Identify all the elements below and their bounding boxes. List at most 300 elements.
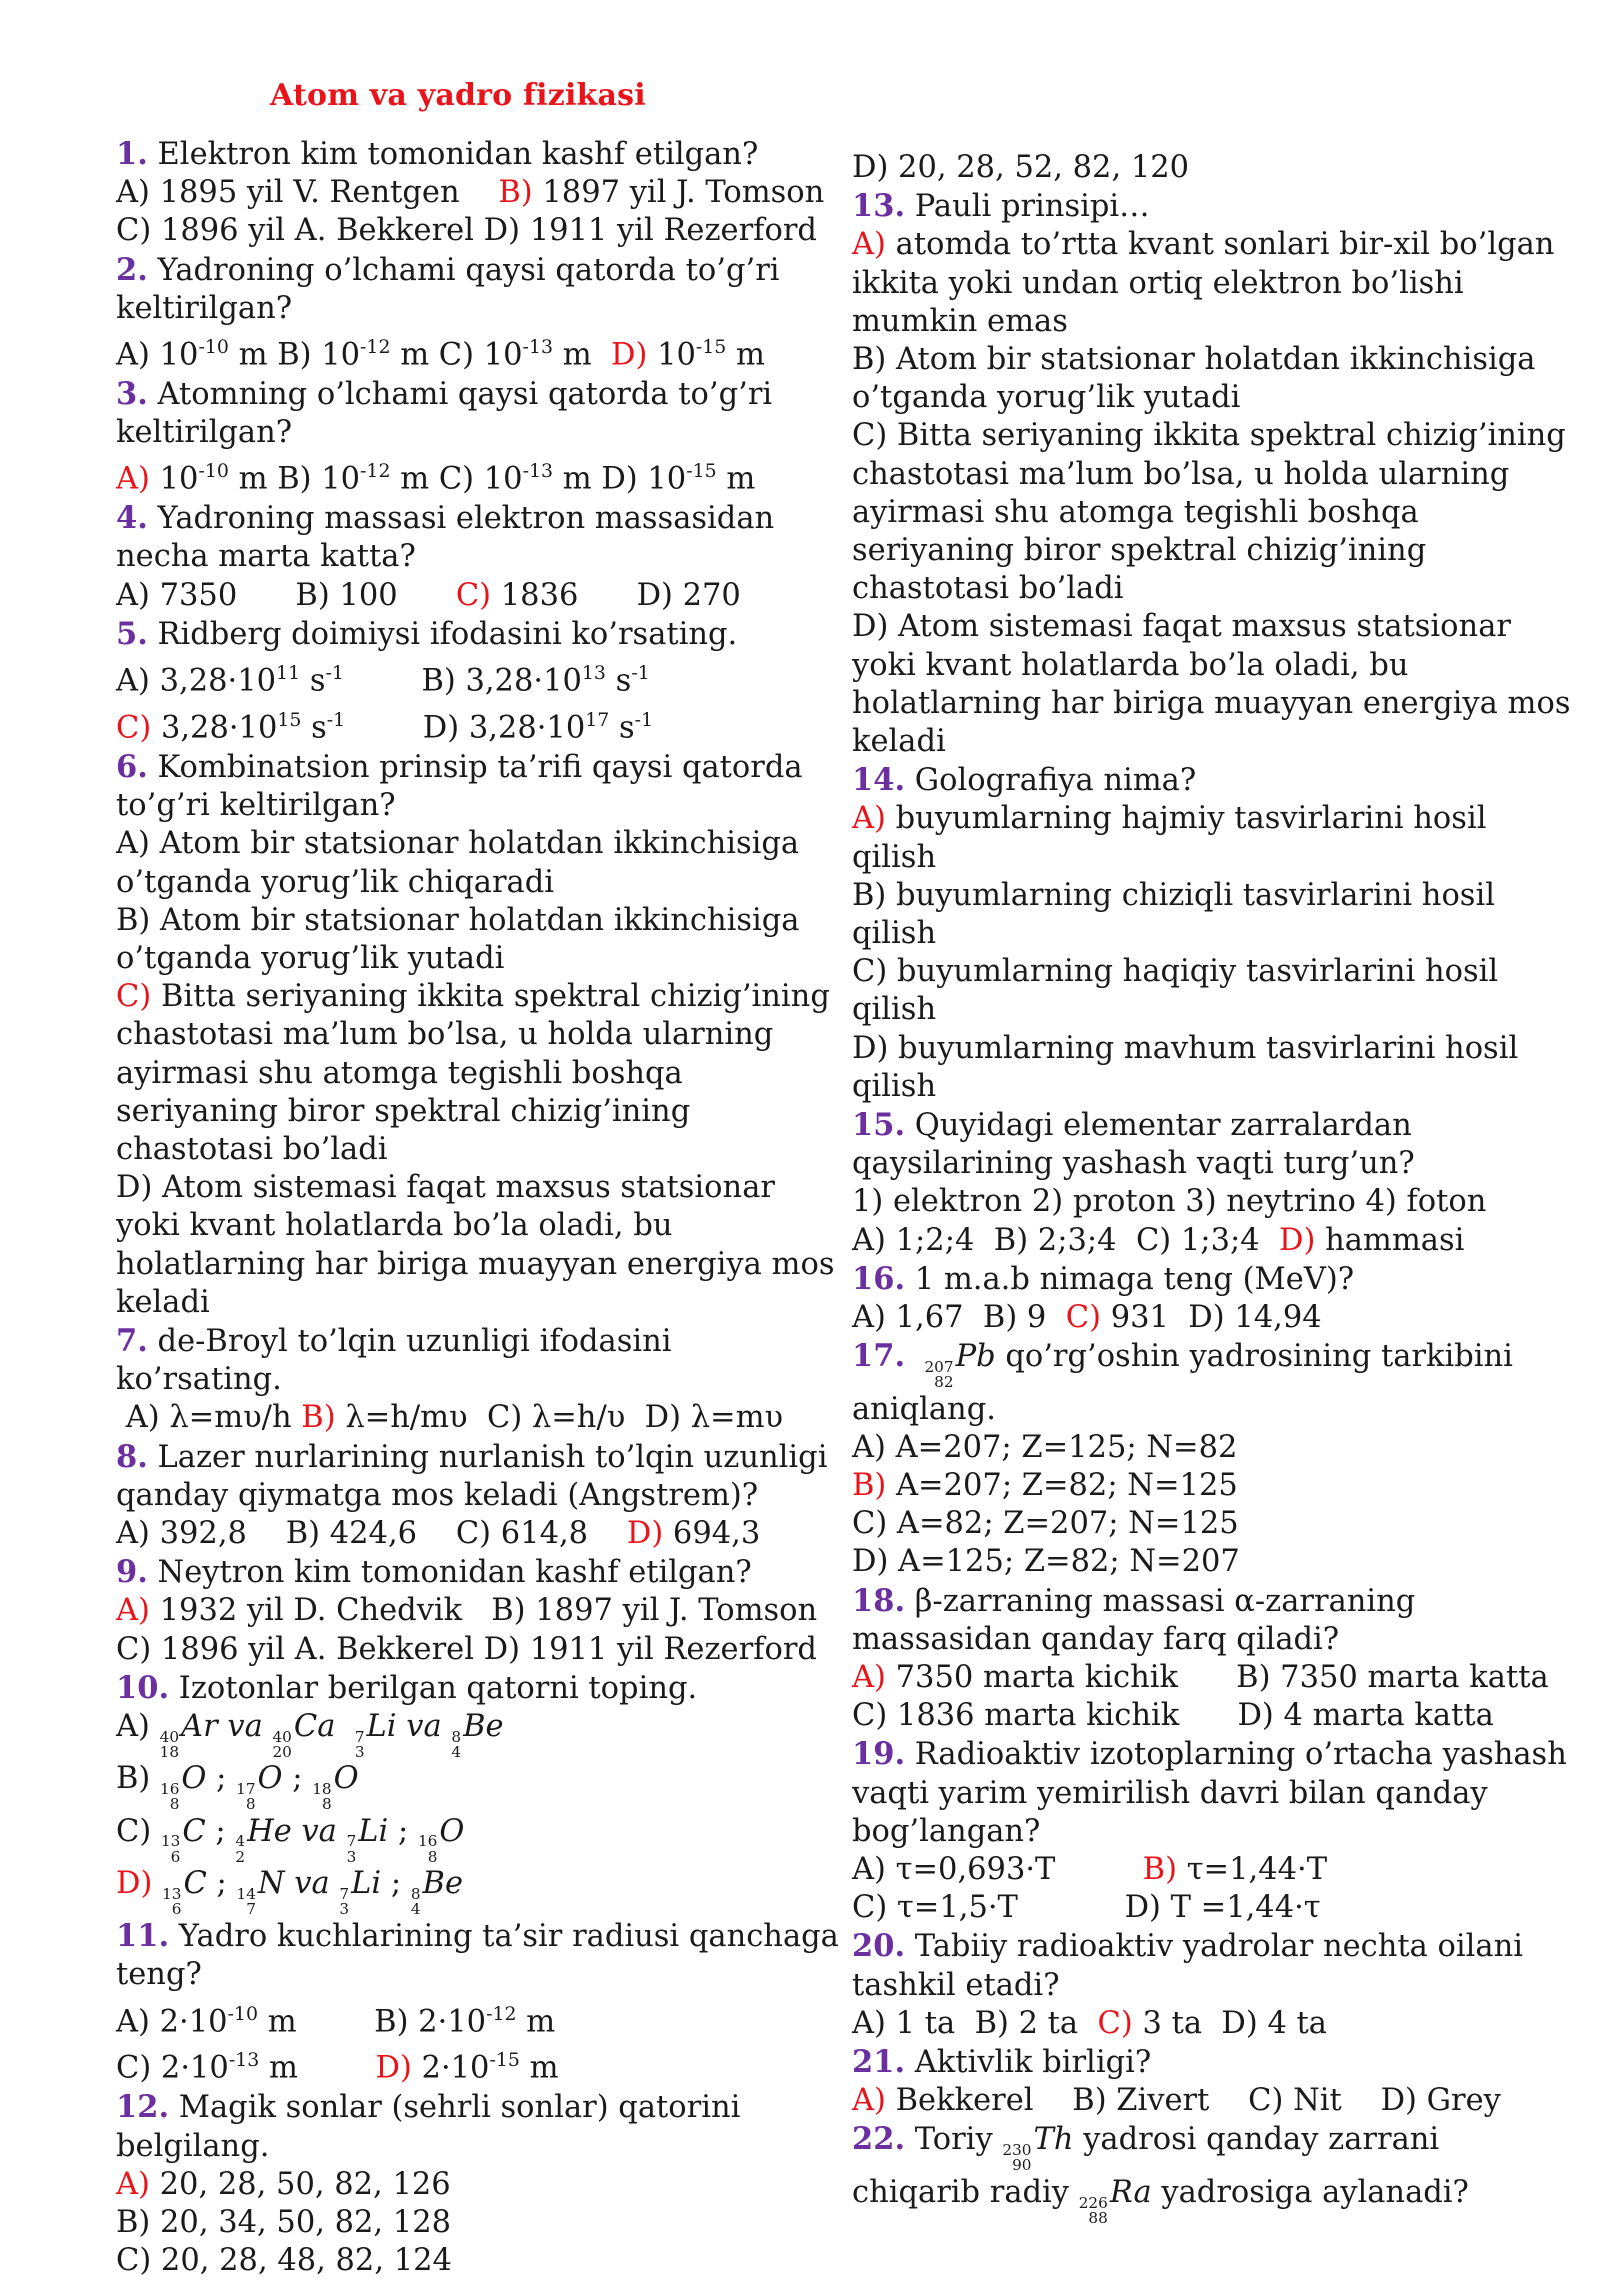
question-22	[852, 2120, 1512, 2173]
question-text: Radioaktiv izotoplarning o’rtacha yashash	[914, 1737, 1567, 1773]
option-d: D) 1911 yil Rezerford	[483, 213, 817, 249]
nuclide-indices	[235, 1834, 245, 1865]
exponent: -10	[198, 336, 229, 359]
atomic-number: 2	[235, 1847, 246, 1866]
question-text-cont: keltirilgan?	[116, 290, 293, 326]
question-text: yadrosiga aylanadi?	[1161, 2174, 1469, 2210]
nuclide-indices	[924, 1360, 953, 1391]
question-4	[116, 499, 776, 538]
question-text: Yadroning o’lchami qaysi qatorda to’g’ri	[157, 252, 780, 288]
mass-number: 18	[312, 1780, 332, 1799]
option-a-cont: ikkita yoki undan ortiq elektron bo’lishi	[852, 265, 1464, 301]
atomic-number: 8	[245, 1795, 256, 1814]
option-b: m B) 10	[238, 337, 361, 373]
question-text-cont: bog’langan?	[852, 1813, 1041, 1849]
question-text: β-zarraning massasi α-zarraning	[914, 1583, 1416, 1619]
question-text: de-Broyl to’lqin uzunligi ifodasini	[157, 1323, 672, 1359]
option-b: B) 2·10	[374, 2004, 487, 2040]
option-d-cont: holatlarning har biriga muayyan energiya mos	[116, 1246, 835, 1282]
nuclide-symbol: Ca	[293, 1709, 336, 1744]
option-b: B) Atom bir statsionar holatdan ikkinchisiga	[852, 342, 1536, 378]
option-b	[852, 1467, 1512, 1505]
unit: m	[736, 337, 765, 373]
option-b: B) 100	[295, 577, 398, 613]
exponent: -13	[522, 336, 553, 359]
answer-row	[116, 1515, 776, 1553]
nuclide-symbol: Li	[358, 1813, 389, 1849]
option-a	[852, 226, 1555, 264]
option-a: A) 1 ta	[852, 2005, 956, 2041]
right-column	[852, 149, 1571, 2227]
option-d	[116, 1865, 776, 1917]
option-c-cont: qilish	[852, 992, 937, 1028]
question-6	[116, 748, 803, 787]
option-c: m C) 10	[400, 462, 523, 498]
option-d: D) Atom sistemasi faqat maxsus statsionar	[116, 1170, 775, 1206]
answer-row	[116, 654, 776, 701]
correct-option-letter: C)	[116, 979, 152, 1015]
exponent: -10	[227, 2002, 258, 2025]
question-1	[116, 135, 776, 174]
nuclide-symbol: Li	[366, 1709, 397, 1744]
mass-number: 16	[160, 1780, 180, 1799]
atomic-number: 8	[321, 1795, 332, 1814]
option-d: D) 4 marta katta	[1237, 1698, 1494, 1734]
option-b: B) 2;3;4	[993, 1222, 1117, 1258]
option-b: B) Zivert	[1072, 2083, 1210, 2119]
nuclide-indices	[410, 1884, 421, 1918]
question-text: Atomning o’lchami qaysi qatorda to’g’ri	[157, 376, 773, 412]
option-b	[116, 1760, 776, 1812]
question-text: yadrosi qanday zarrani	[1083, 2122, 1440, 2158]
nuclide-indices	[354, 1727, 365, 1762]
question-text: Yadroning massasi elektron massasidan	[157, 501, 775, 537]
option-d: 694,3	[672, 1515, 761, 1551]
question-19	[852, 1735, 1567, 1774]
answer-row	[852, 1659, 1549, 1697]
option-c: C) Nit	[1248, 2083, 1342, 2119]
question-2	[116, 251, 780, 290]
option-a: 10	[159, 462, 199, 498]
option-c: C) 614,8	[455, 1515, 589, 1551]
correct-option-letter: B)	[852, 1467, 887, 1503]
option-a: A) 3,28·10	[116, 663, 277, 699]
mass-number: 13	[162, 1884, 182, 1903]
option-b: B) 3,28·10	[421, 663, 582, 699]
option-d-cont: keladi	[116, 1284, 210, 1320]
option-d-cont: holatlarning har biriga muayyan energiya mos	[852, 685, 1571, 721]
option-b-text: A=207; Z=82; N=125	[896, 1467, 1238, 1503]
question-text-cont: keltirilgan?	[116, 415, 293, 451]
option-a: Bekkerel	[895, 2083, 1034, 2119]
correct-option-letter: D)	[375, 2051, 412, 2087]
option-c: C) A=82; Z=207; N=125	[852, 1506, 1239, 1542]
option-c-cont: seriyaning biror spektral chizig’ining	[116, 1093, 691, 1129]
option-d: hammasi	[1325, 1222, 1465, 1258]
option-b: B) buyumlarning chiziqli tasvirlarini hosil	[852, 877, 1495, 913]
atomic-number: 6	[171, 1899, 182, 1918]
mass-number: 40	[272, 1727, 292, 1746]
option-d: 10	[657, 337, 696, 373]
question-12	[116, 2088, 776, 2127]
nuclide-symbol: O	[181, 1761, 207, 1797]
answer-row	[852, 2005, 1512, 2043]
exponent: 15	[277, 709, 302, 731]
atomic-number: 90	[1012, 2156, 1032, 2175]
answer-row	[116, 452, 776, 499]
atomic-number: 20	[272, 1743, 292, 1762]
separator: ;	[216, 1761, 227, 1797]
exponent: 17	[585, 709, 610, 731]
option-a-cont: o’tganda yorug’lik chiqaradi	[116, 864, 555, 900]
question-number: 12.	[116, 2089, 170, 2126]
question-number: 1.	[116, 136, 148, 172]
option-a	[116, 2166, 776, 2204]
nuclide-indices	[418, 1834, 437, 1865]
separator: ;	[390, 1865, 402, 1901]
answer-row	[116, 1995, 776, 2042]
question-number: 20.	[852, 1928, 906, 1965]
option-c: C) 2·10	[116, 2051, 229, 2087]
question-text: 1 m.a.b nimaga teng (MeV)?	[914, 1261, 1355, 1297]
nuclide-symbol: O	[257, 1761, 283, 1797]
option-b: B) 20, 34, 50, 82, 128	[116, 2204, 452, 2240]
atomic-number: 3	[354, 1743, 365, 1762]
option-a: A) λ=mυ/h	[125, 1400, 292, 1436]
question-20	[852, 1927, 1523, 1966]
question-number: 10.	[116, 1669, 170, 1706]
page-title: Atom va yadro fizikasi	[270, 78, 646, 113]
question-10	[116, 1669, 776, 1708]
exponent: -1	[631, 662, 650, 685]
question-text-cont: aniqlang.	[852, 1391, 996, 1427]
connector: va	[301, 1813, 337, 1849]
nuclide-indices	[1078, 2193, 1108, 2227]
unit: m	[526, 2004, 556, 2040]
option-b: B) 7350 marta katta	[1236, 1660, 1549, 1695]
question-3	[116, 375, 776, 414]
unit: s	[311, 710, 327, 746]
question-14	[852, 761, 1512, 800]
option-a: A) 7350	[116, 577, 238, 613]
option-c	[116, 1813, 776, 1865]
question-number: 9.	[116, 1554, 148, 1591]
correct-option-letter: A)	[116, 1593, 150, 1629]
question-text-cont: massasidan qanday farq qiladi?	[852, 1621, 1340, 1657]
question-text-cont: vaqti yarim yemirilish davri bilan qanday	[852, 1775, 1488, 1811]
option-a-cont: qilish	[852, 839, 937, 875]
exponent: -1	[325, 662, 344, 685]
exponent: -12	[486, 2002, 517, 2025]
atomic-number: 4	[451, 1743, 462, 1762]
option-d: m D) 10	[562, 462, 687, 498]
exponent: -15	[489, 2049, 520, 2072]
option-a: A) 1895 yil V. Rentgen	[116, 175, 460, 211]
nuclide-indices	[162, 1884, 182, 1918]
nuclide-indices	[451, 1727, 462, 1762]
option-c: C) τ=1,5·T	[852, 1890, 1018, 1926]
option-d: D) 4 ta	[1221, 2005, 1327, 2041]
option-d: D) buyumlarning mavhum tasvirlarini hosil	[852, 1030, 1519, 1066]
question-text: Elektron kim tomonidan kashf etilgan?	[157, 137, 759, 172]
exponent: -12	[360, 460, 391, 483]
option-letter: B)	[116, 1761, 151, 1797]
question-number: 15.	[852, 1107, 906, 1144]
unit: m	[726, 462, 756, 498]
answer-row	[852, 1697, 1512, 1735]
question-text: Ridberg doimiysi ifodasini ko’rsating.	[157, 616, 738, 652]
answer-row	[116, 174, 825, 212]
option-c: 3 ta	[1142, 2005, 1203, 2041]
correct-option-letter: A)	[852, 2083, 886, 2119]
option-c-text: Bitta seriyaning ikkita spektral chizig’ining	[160, 979, 830, 1015]
answer-row	[116, 1631, 817, 1669]
question-text-cont: ko’rsating.	[116, 1362, 282, 1398]
nuclide-symbol: Ar	[181, 1709, 218, 1744]
option-b: m B) 10	[238, 462, 361, 498]
option-a: A) 392,8	[116, 1515, 247, 1551]
option-d: D) 1911 yil Rezerford	[483, 1631, 817, 1667]
correct-option-letter: A)	[852, 1660, 886, 1695]
correct-option-letter: C)	[1065, 1300, 1101, 1336]
option-d: D) Grey	[1380, 2083, 1501, 2119]
exponent: -1	[326, 709, 346, 731]
atomic-number: 8	[427, 1847, 438, 1866]
nuclide-indices	[236, 1884, 256, 1918]
nuclide-symbol: C	[182, 1813, 206, 1849]
nuclide-symbol: Be	[463, 1709, 504, 1744]
correct-option-letter: B)	[301, 1400, 336, 1436]
option-d: D) T =1,44·τ	[1124, 1890, 1321, 1926]
question-text: Tabiiy radioaktiv yadrolar nechta oilani	[914, 1929, 1523, 1965]
option-c: 1836	[500, 577, 579, 613]
option-letter: C)	[116, 1813, 152, 1849]
option-d-cont: keladi	[852, 724, 946, 760]
option-a-text: buyumlarning hajmiy tasvirlarini hosil	[895, 801, 1487, 837]
option-c: C) 1896 yil A. Bekkerel	[116, 1631, 474, 1667]
option-d: D) 20, 28, 52, 82, 120	[852, 150, 1190, 185]
correct-option-letter: A)	[852, 801, 886, 837]
mass-number: 14	[236, 1884, 256, 1903]
question-text: Quyidagi elementar zarralardan	[914, 1108, 1412, 1144]
option-b-cont: qilish	[852, 916, 937, 952]
nuclide-indices	[272, 1727, 292, 1762]
atomic-number: 3	[346, 1847, 357, 1866]
option-d-cont: yoki kvant holatlarda bo’la oladi, bu	[116, 1208, 673, 1244]
answer-row	[116, 2041, 776, 2088]
atomic-number: 3	[339, 1899, 350, 1918]
question-text: Aktivlik birligi?	[914, 2045, 1152, 2081]
atomic-number: 4	[410, 1899, 421, 1918]
option-letter: A)	[116, 1709, 150, 1744]
question-number: 2.	[116, 251, 148, 288]
question-number: 8.	[116, 1438, 148, 1475]
connector: va	[294, 1865, 330, 1901]
nuclide-indices	[160, 1782, 179, 1813]
option-d: D) λ=mυ	[644, 1400, 784, 1436]
exponent: -15	[686, 460, 717, 483]
answer-row	[852, 1889, 1512, 1927]
correct-option-letter: C)	[455, 577, 492, 613]
correct-option-letter: A)	[116, 462, 150, 498]
unit: m	[562, 337, 592, 373]
item-list: 1) elektron 2) proton 3) neytrino 4) foton	[852, 1184, 1487, 1220]
question-text-cont: to’g’ri keltirilgan?	[116, 788, 396, 824]
nuclide-symbol: Li	[351, 1865, 382, 1901]
option-d-cont: yoki kvant holatlarda bo’la oladi, bu	[852, 647, 1409, 683]
question-9	[116, 1553, 776, 1592]
answer-row	[852, 1222, 1512, 1260]
connector: va	[227, 1709, 263, 1744]
option-a: 1932 yil D. Chedvik	[159, 1593, 463, 1629]
question-text-cont: qaysilarining yashash vaqti turg’un?	[852, 1146, 1415, 1182]
separator: ;	[215, 1813, 226, 1849]
question-number: 19.	[852, 1736, 906, 1773]
atomic-number: 8	[169, 1795, 180, 1814]
question-18	[852, 1582, 1512, 1621]
option-c: C) 1;3;4	[1135, 1222, 1260, 1258]
unit: m	[529, 2051, 559, 2087]
question-text: Neytron kim tomonidan kashf etilgan?	[157, 1555, 752, 1591]
question-text: Kombinatsion prinsip ta’rifi qaysi qatorda	[157, 749, 803, 785]
nuclide-indices	[159, 1727, 180, 1762]
option-c: C) Bitta seriyaning ikkita spektral chizig’ining	[852, 418, 1566, 454]
correct-option-letter: B)	[498, 175, 533, 211]
option-d: D) A=125; Z=82; N=207	[852, 1544, 1240, 1580]
option-d: 2·10	[421, 2051, 490, 2087]
mass-number: 230	[1002, 2141, 1032, 2160]
option-c: C) λ=h/υ	[486, 1400, 626, 1436]
answer-row	[116, 212, 817, 250]
atomic-number: 18	[159, 1743, 180, 1762]
option-c-cont: chastotasi bo’ladi	[852, 571, 1124, 607]
nuclide-symbol: N	[257, 1865, 285, 1901]
question-text: Toriy	[914, 2122, 993, 2158]
exponent: -15	[695, 336, 727, 359]
option-c: C) 1896 yil A. Bekkerel	[116, 213, 474, 249]
option-c: C) buyumlarning haqiqiy tasvirlarini hosil	[852, 954, 1499, 990]
option-a: A) A=207; Z=125; N=82	[852, 1429, 1238, 1465]
exponent: 13	[581, 662, 606, 685]
option-c-cont: chastotasi bo’ladi	[116, 1131, 388, 1167]
option-c: 931	[1110, 1300, 1169, 1336]
option-b: B) 1897 yil J. Tomson	[491, 1593, 818, 1629]
nuclide-indices	[312, 1782, 331, 1813]
nuclide-symbol: Th	[1033, 2122, 1074, 2158]
question-number: 3.	[116, 375, 148, 412]
question-number: 7.	[116, 1322, 148, 1359]
nuclide-symbol: Be	[422, 1865, 463, 1901]
nuclide-symbol: He	[247, 1813, 292, 1849]
unit: m	[269, 2051, 298, 2087]
option-b: B) 424,6	[285, 1515, 418, 1551]
answer-row	[116, 1399, 784, 1437]
mass-number: 226	[1078, 2193, 1108, 2212]
exponent: -13	[228, 2049, 260, 2072]
option-a: A) 1,67	[852, 1300, 964, 1336]
question-text: Magik sonlar (sehrli sonlar) qatorini	[178, 2090, 741, 2126]
answer-row	[116, 701, 776, 748]
option-a	[852, 800, 1512, 838]
correct-option-letter: D)	[611, 337, 648, 373]
exponent: -13	[522, 460, 554, 483]
question-11	[116, 1917, 839, 1956]
answer-row	[116, 577, 776, 615]
option-b-cont: o’tganda yorug’lik yutadi	[116, 940, 505, 976]
option-b: 1897 yil J. Tomson	[542, 175, 825, 211]
question-text: chiqarib radiy	[852, 2174, 1070, 2210]
atomic-number: 82	[934, 1373, 954, 1392]
option-c	[116, 978, 830, 1016]
nuclide-symbol: O	[333, 1761, 359, 1797]
nuclide-indices	[1002, 2143, 1031, 2174]
question-5	[116, 615, 776, 654]
mass-number: 4	[235, 1832, 246, 1851]
option-a: A) 2·10	[116, 2004, 228, 2040]
question-number: 16.	[852, 1260, 906, 1297]
separator: ;	[398, 1813, 409, 1849]
question-8	[116, 1438, 828, 1477]
option-d: D) 3,28·10	[422, 710, 586, 746]
option-b: B) Atom bir statsionar holatdan ikkinchisiga	[116, 902, 800, 938]
question-7	[116, 1322, 776, 1361]
question-number: 11.	[116, 1918, 170, 1955]
nuclide-symbol: C	[183, 1865, 207, 1901]
answer-row	[852, 1299, 1512, 1337]
option-c-cont: seriyaning biror spektral chizig’ining	[852, 533, 1427, 569]
question-number: 17.	[852, 1338, 906, 1375]
unit: m	[267, 2004, 297, 2040]
option-c-cont: chastotasi ma’lum bo’lsa, u holda ularning	[852, 456, 1510, 492]
answer-row	[852, 2082, 1512, 2120]
connector: va	[406, 1709, 442, 1744]
nuclide-indices	[236, 1782, 255, 1813]
mass-number: 40	[159, 1727, 180, 1746]
question-text-cont	[852, 2174, 1512, 2226]
unit: s	[615, 663, 632, 699]
question-text-cont: necha marta katta?	[116, 539, 416, 575]
nuclide-symbol: O	[439, 1813, 465, 1849]
exponent: -12	[360, 336, 391, 359]
option-d: D) 270	[636, 577, 741, 613]
option-b-cont: o’tganda yorug’lik yutadi	[852, 380, 1241, 416]
option-c: C) 20, 28, 48, 82, 124	[116, 2243, 452, 2279]
answer-row	[852, 1851, 1512, 1889]
option-b: τ=1,44·T	[1186, 1852, 1328, 1888]
question-text: Lazer nurlarining nurlanish to’lqin uzunligi	[157, 1439, 828, 1475]
option-c: C) 1836 marta kichik	[852, 1698, 1180, 1734]
option-b: B) 9	[982, 1300, 1047, 1336]
nuclide-indices	[339, 1884, 350, 1918]
option-d: D) 14,94	[1188, 1300, 1322, 1336]
answer-row	[116, 328, 776, 375]
correct-option-letter: B)	[1142, 1852, 1177, 1888]
mass-number: 7	[339, 1884, 350, 1903]
option-c-cont: ayirmasi shu atomga tegishli boshqa	[116, 1055, 683, 1091]
question-text: Izotonlar berilgan qatorni toping.	[178, 1670, 698, 1706]
question-number: 18.	[852, 1582, 906, 1619]
option-c: m C) 10	[400, 337, 523, 373]
correct-option-letter: D)	[1279, 1222, 1316, 1258]
question-13	[852, 187, 1512, 226]
question-number: 14.	[852, 762, 906, 799]
atomic-number: 6	[170, 1847, 181, 1866]
option-a: A) τ=0,693·T	[852, 1852, 1056, 1888]
option-d: D) Atom sistemasi faqat maxsus statsionar	[852, 609, 1511, 645]
correct-option-letter: C)	[1097, 2005, 1133, 2041]
option-a: A) 10	[116, 337, 199, 373]
mass-number: 13	[160, 1832, 181, 1851]
